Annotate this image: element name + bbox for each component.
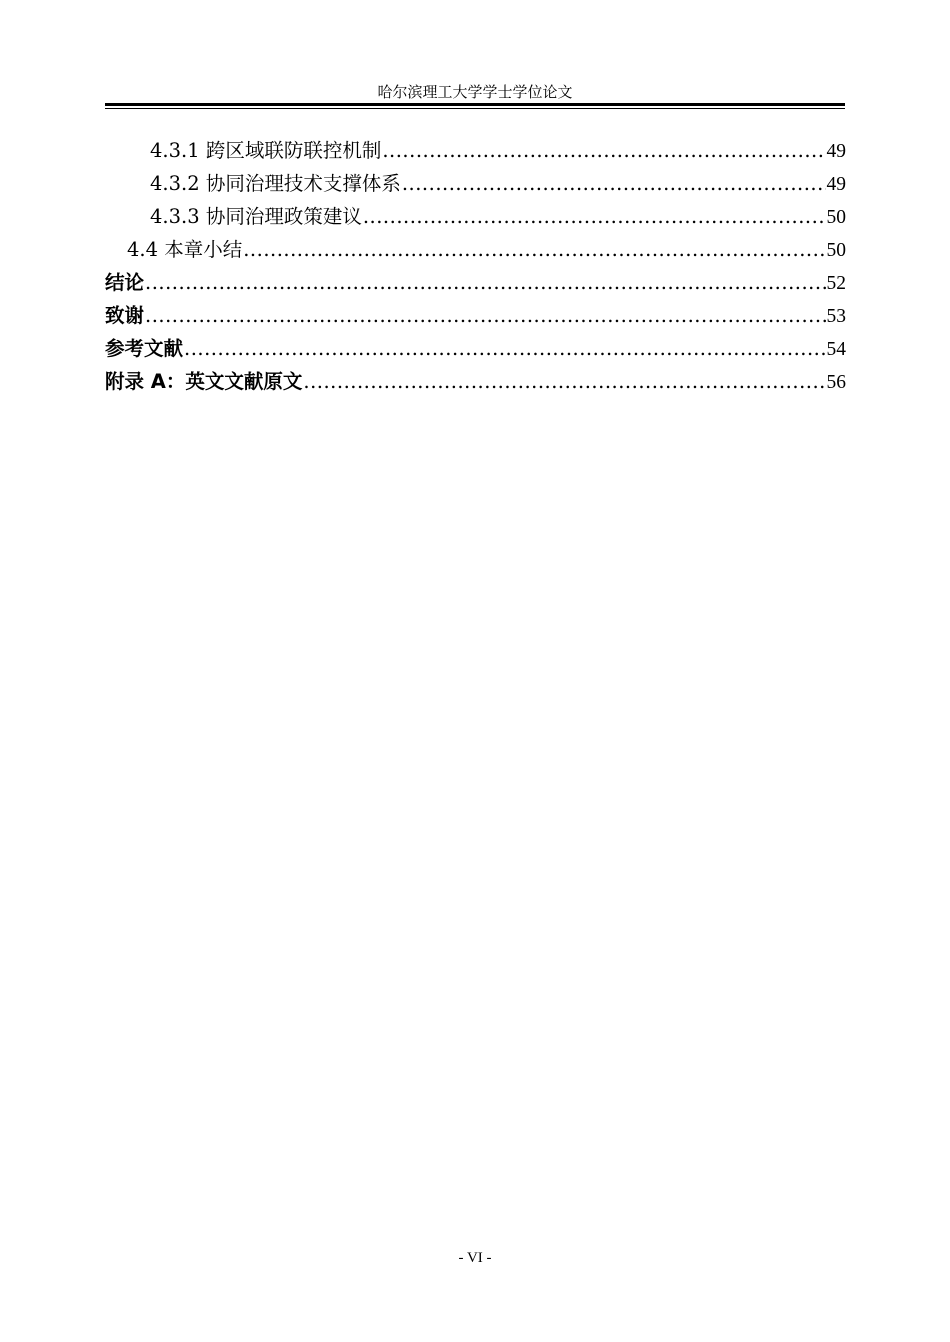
header-rule-thin (105, 108, 845, 109)
toc-entry-title: 附录 A：英文文献原文 (105, 370, 303, 393)
toc-entry-page: 52 (826, 273, 846, 294)
toc-entry-4-3-2[interactable] (105, 167, 846, 200)
toc-entry-title: 结论 (105, 271, 145, 294)
toc-entry-page: 49 (826, 174, 846, 195)
toc-entry-acknowledgements[interactable] (105, 299, 846, 332)
toc-entry-page: 49 (826, 141, 846, 162)
toc-entry-title: 4.3.2 协同治理技术支撑体系 (150, 172, 401, 195)
toc-entry-page: 50 (826, 207, 846, 228)
toc-entry-title: 4.3.3 协同治理政策建议 (150, 205, 362, 228)
toc-entry-page: 54 (826, 339, 846, 360)
running-header: 哈尔滨理工大学学士学位论文 (377, 83, 573, 101)
toc-entry-title: 4.4 本章小结 (127, 238, 243, 261)
toc-dot-leader (184, 332, 825, 365)
toc-entry-appendix-a[interactable] (105, 365, 846, 398)
toc-entry-title: 致谢 (105, 304, 145, 327)
toc-dot-leader (145, 266, 825, 299)
table-of-contents (105, 134, 846, 398)
toc-dot-leader (363, 200, 826, 233)
toc-entry-title: 4.3.1 跨区域联防联控机制 (150, 139, 382, 162)
toc-entry-page: 53 (826, 306, 846, 327)
toc-dot-leader (145, 299, 825, 332)
page-number-footer: - VI - (458, 1250, 492, 1266)
toc-entry-references[interactable] (105, 332, 846, 365)
toc-dot-leader (303, 365, 825, 398)
toc-entry-4-3-3[interactable] (105, 200, 846, 233)
toc-entry-page: 50 (826, 240, 846, 261)
toc-dot-leader (382, 134, 825, 167)
toc-entry-title: 参考文献 (105, 337, 184, 360)
toc-entry-conclusion[interactable] (105, 266, 846, 299)
toc-dot-leader (402, 167, 826, 200)
toc-entry-4-4[interactable] (105, 233, 846, 266)
toc-entry-4-3-1[interactable] (105, 134, 846, 167)
toc-entry-page: 56 (826, 372, 846, 393)
header-rule-thick (105, 103, 845, 106)
toc-dot-leader (243, 233, 825, 266)
